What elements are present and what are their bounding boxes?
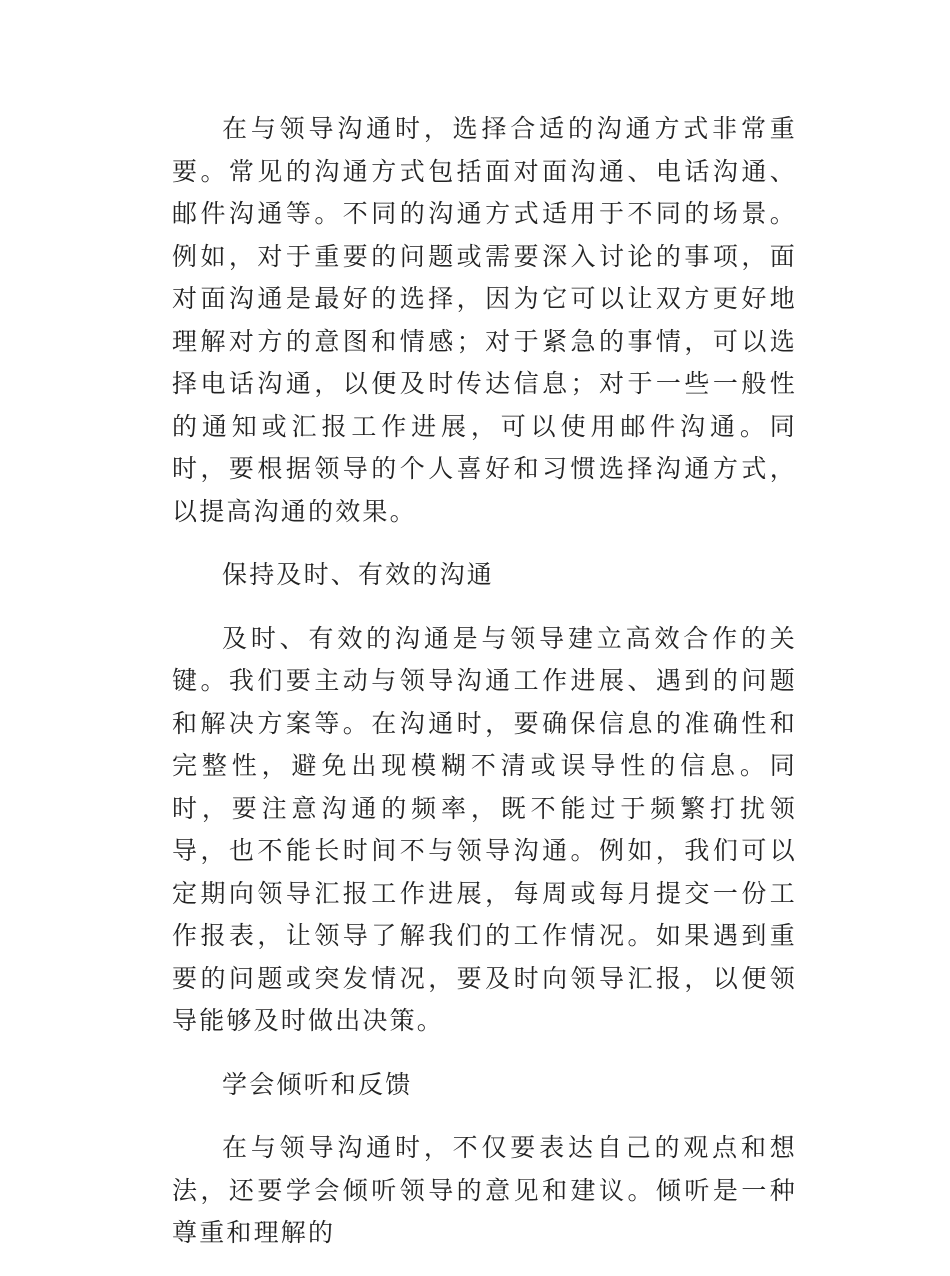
document-body [172, 108, 797, 1276]
section-heading-listening-feedback: 学会倾听和反馈 [222, 1069, 413, 1099]
section-heading-timely-communication: 保持及时、有效的沟通 [222, 560, 495, 589]
paragraph-communication-methods: 在与领导沟通时，选择合适的沟通方式非常重要。常见的沟通方式包括面对面沟通、电话沟通、邮件沟通等。不同的沟通方式适用于不同的场景。例如，对于重要的问题或需要深入讨论的事项，面对面沟通是最好的选择，因为它可以让双方更好地理解对方的意图和情感；对于紧急的事情，可以选择电话沟通，以便及时传达信息；对于一些一般性的通知或汇报工作进展，可以使用邮件沟通。同时，要根据领导的个人喜好和习惯选择沟通方式，以提高沟通的效果。 [172, 114, 797, 526]
paragraph-listening-feedback: 在与领导沟通时，不仅要表达自己的观点和想法，还要学会倾听领导的意见和建议。倾听是一种尊重和理解的 [172, 1133, 797, 1247]
paragraph-timely-communication: 及时、有效的沟通是与领导建立高效合作的关键。我们要主动与领导沟通工作进展、遇到的问题和解决方案等。在沟通时，要确保信息的准确性和完整性，避免出现模糊不清或误导性的信息。同时，要注意沟通的频率，既不能过于频繁打扰领导，也不能长时间不与领导沟通。例如，我们可以定期向领导汇报工作进展，每周或每月提交一份工作报表，让领导了解我们的工作情况。如果遇到重要的问题或突发情况，要及时向领导汇报，以便领导能够及时做出决策。 [172, 623, 797, 1035]
